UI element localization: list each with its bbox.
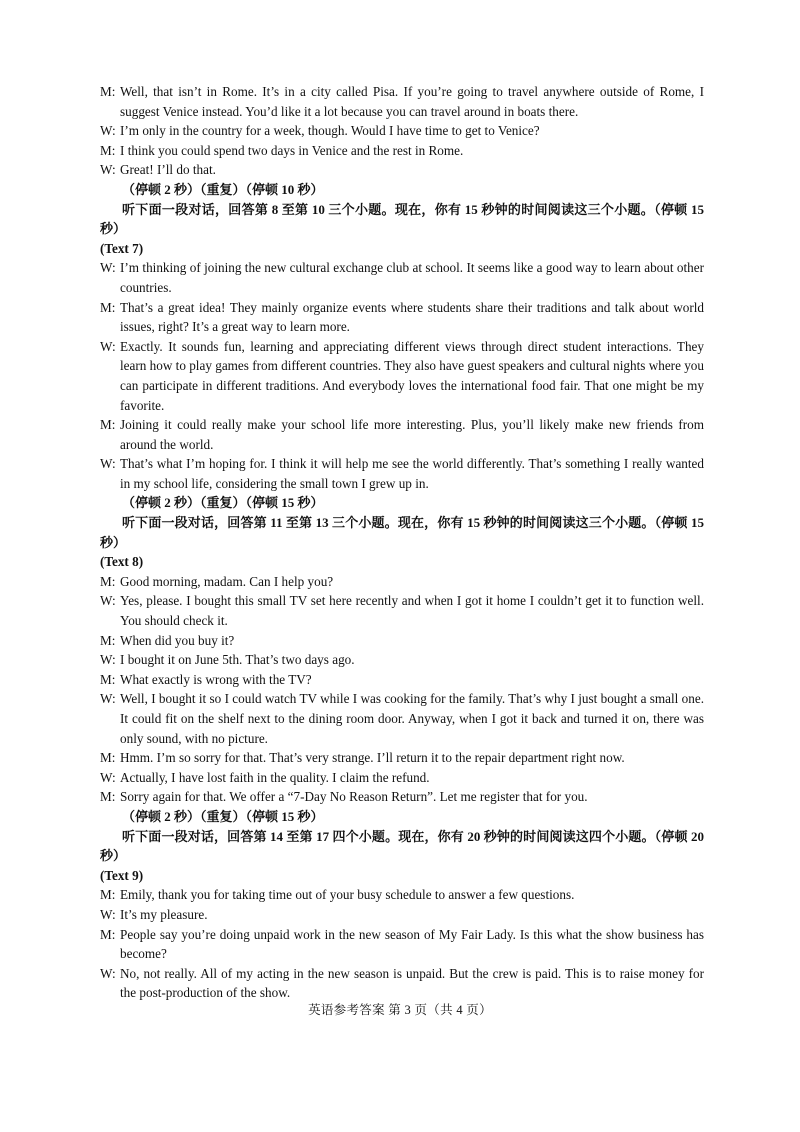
section-instruction: 听下面一段对话，回答第 14 至第 17 四个小题。现在，你有 20 秒钟的时间阅读这四个小题。（停顿 20 秒） [100,828,704,864]
dialogue-text: I’m only in the country for a week, though. Would I have time to get to Venice? [120,123,540,139]
dialogue-text: Well, that isn’t in Rome. It’s in a city called Pisa. If you’re going to travel anywhere outside of Rome, I suggest Venice instead. You’d like it a lot because you can travel around in boats there. [120,84,704,119]
dialogue-line [100,768,704,788]
dialogue-text: I bought it on June 5th. That’s two days ago. [120,652,355,668]
dialogue-line [100,160,704,180]
dialogue-text: Well, I bought it so I could watch TV while I was cooking for the family. That’s why I just bought a small one. It could fit on the shelf next to the dining room door. Anyway, when I got it back and turned it on, there was only sound, with no picture. [120,691,704,746]
text-label: (Text 9) [100,867,144,883]
dialogue-line [100,964,704,1003]
speaker-label: M: [100,789,116,805]
dialogue-line [100,650,704,670]
speaker-label: M: [100,299,116,315]
dialogue-line [100,905,704,925]
dialogue-text: People say you’re doing unpaid work in the new season of My Fair Lady. Is this what the show business has become? [120,926,704,962]
speaker-label: M: [100,632,116,648]
dialogue-line [100,141,704,161]
speaker-label: M: [100,887,116,903]
dialogue-line [100,121,704,141]
dialogue-text: What exactly is wrong with the TV? [120,671,312,687]
section-instruction: 听下面一段对话，回答第 8 至第 10 三个小题。现在，你有 15 秒钟的时间阅读这三个小题。（停顿 15 秒） [100,201,704,237]
speaker-label: W: [100,123,116,139]
dialogue-line [100,689,704,748]
speaker-label: W: [100,652,116,668]
dialogue-line [100,258,704,297]
dialogue-text: It’s my pleasure. [120,906,208,922]
page-footer: 英语参考答案 第 3 页（共 4 页） [308,1003,492,1017]
dialogue-text: Joining it could really make your school life more interesting. Plus, you’ll likely make new friends from around the world. [120,417,704,452]
dialogue-line [100,748,704,768]
dialogue-text: That’s a great idea! They mainly organize events where students share their traditions and talk about world issues, right? It’s a great way to learn more. [120,299,704,335]
dialogue-text: Great! I’ll do that. [120,162,216,178]
section-instruction: 听下面一段对话，回答第 11 至第 13 三个小题。现在，你有 15 秒钟的时间阅读这三个小题。（停顿 15 秒） [100,515,704,550]
dialogue-line [100,82,704,121]
dialogue-line [100,631,704,651]
speaker-label: M: [100,750,116,766]
dialogue-text: Emily, thank you for taking time out of your busy schedule to answer a few questions. [120,887,575,903]
dialogue-text: I’m thinking of joining the new cultural exchange club at school. It seems like a good way to learn about other countries. [120,260,704,295]
dialogue-line [100,298,704,337]
speaker-label: M: [100,417,116,433]
speaker-label: M: [100,84,116,99]
dialogue-text: Good morning, madam. Can I help you? [120,573,334,589]
dialogue-text: Sorry again for that. We offer a “7-Day No Reason Return”. Let me register that for you. [120,789,588,805]
dialogue-line [100,454,704,493]
dialogue-line [100,337,704,415]
speaker-label: M: [100,926,116,942]
speaker-label: W: [100,593,116,609]
dialogue-line [100,787,704,807]
dialogue-line [100,415,704,454]
dialogue-text: I think you could spend two days in Venice and the rest in Rome. [120,142,464,158]
speaker-label: W: [100,906,116,922]
speaker-label: W: [100,162,116,178]
dialogue-line [100,885,704,905]
speaker-label: M: [100,671,116,687]
speaker-label: W: [100,456,116,472]
pause-note: （停顿 2 秒）（重复）（停顿 15 秒） [122,495,324,511]
dialogue-line [100,925,704,964]
dialogue-text: Actually, I have lost faith in the quality. I claim the refund. [120,769,430,785]
pause-note: （停顿 2 秒）（重复）（停顿 10 秒） [122,181,324,197]
dialogue-line [100,591,704,630]
pause-note: （停顿 2 秒）（重复）（停顿 15 秒） [122,808,324,824]
dialogue-text: Hmm. I’m so sorry for that. That’s very strange. I’ll return it to the repair department right now. [120,750,625,766]
dialogue-line [100,670,704,690]
transcript-body [100,82,704,1003]
speaker-label: M: [100,573,116,589]
speaker-label: M: [100,142,116,158]
dialogue-line [100,572,704,592]
speaker-label: W: [100,338,116,354]
dialogue-text: No, not really. All of my acting in the new season is unpaid. But the crew is paid. This is to raise money for the post-production of the show. [120,965,704,1001]
dialogue-text: Yes, please. I bought this small TV set here recently and when I got it home I couldn’t get it to function well. You should check it. [120,593,704,629]
dialogue-text: That’s what I’m hoping for. I think it will help me see the world differently. That’s something I really wanted in my school life, considering the small town I grew up in. [120,456,704,491]
speaker-label: W: [100,260,116,276]
text-label: (Text 7) [100,240,144,256]
speaker-label: W: [100,769,116,785]
speaker-label: W: [100,965,116,981]
text-label: (Text 8) [100,554,144,570]
speaker-label: W: [100,691,116,707]
dialogue-text: Exactly. It sounds fun, learning and appreciating different views through direct student interactions. They learn how to play games from different countries. They also have guest speakers and cultural nights where you can participate in different traditions. And everybody loves the international food fair. That one might be my favorite. [120,338,704,413]
dialogue-text: When did you buy it? [120,632,235,648]
